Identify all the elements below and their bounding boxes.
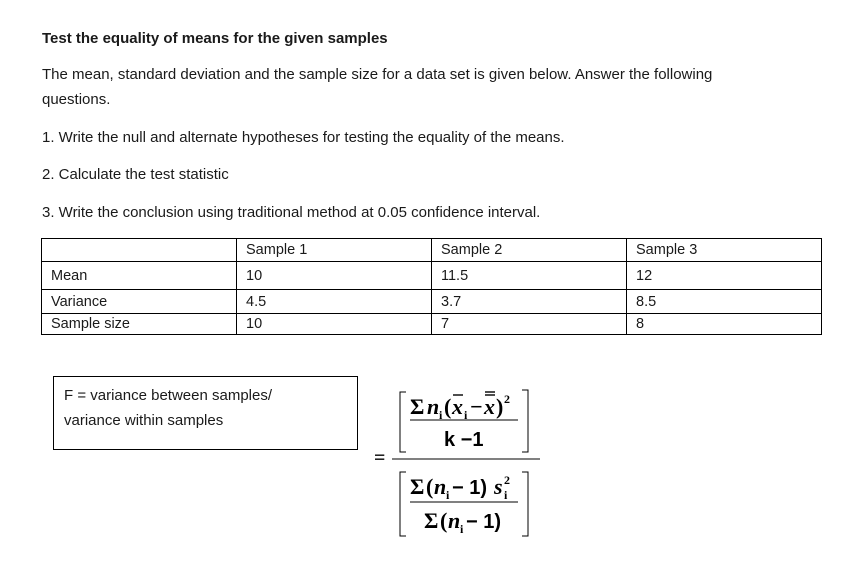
sigma-symbol: Σ [424,508,439,533]
intro-text-line-2: questions. [42,91,111,108]
f-statistic-formula [370,382,550,542]
sample-statistics-table [41,238,822,335]
subscript-i: i [446,488,450,502]
symbol-s: s [494,474,503,499]
table-cell: 8.5 [627,290,822,314]
question-1: 1. Write the null and alternate hypotheses for testing the equality of the means. [42,129,565,146]
table-cell: 8 [627,314,822,335]
subscript-i: i [460,522,464,536]
minus-sign: − [470,394,483,419]
symbol-grand-mean: x [484,394,495,419]
subscript-i: i [464,408,468,422]
table-header-row [42,239,822,262]
open-paren: ( [426,474,434,499]
right-bracket-icon [522,390,528,452]
left-bracket-icon [400,392,406,452]
symbol-xbar-i: x [452,394,463,419]
table-row [42,262,822,290]
table-row [42,290,822,314]
f-definition-line-2: variance within samples [64,412,224,429]
intro-text-line-1: The mean, standard deviation and the sample size for a data set is given below. Answer the following [42,66,713,83]
symbol-n: n [448,508,461,533]
subscript-i: i [504,488,508,502]
exponent-2: 2 [504,473,510,487]
subscript-i: i [439,408,443,422]
open-paren: ( [444,394,452,419]
table-header-cell [42,239,237,262]
equals-sign: = [374,447,386,469]
exponent-2: 2 [504,392,510,406]
sigma-symbol: Σ [410,394,425,419]
question-2: 2. Calculate the test statistic [42,166,229,183]
table-cell: 10 [237,314,432,335]
page-title: Test the equality of means for the given samples [42,30,388,47]
table-cell: 7 [432,314,627,335]
f-definition-box [53,376,358,450]
table-header-cell: Sample 2 [432,239,627,262]
question-3: 3. Write the conclusion using traditional method at 0.05 confidence interval. [42,204,541,221]
table-cell: 4.5 [237,290,432,314]
table-row [42,314,822,335]
close-paren: ) [496,394,504,419]
k-minus-1: k −1 [444,429,484,451]
left-bracket-icon [400,472,406,536]
table-cell: Variance [42,290,237,314]
table-cell: 3.7 [432,290,627,314]
sigma-symbol: Σ [410,474,425,499]
symbol-n: n [434,474,447,499]
table-header-cell: Sample 3 [627,239,822,262]
table-header-cell: Sample 1 [237,239,432,262]
table-cell: Mean [42,262,237,290]
open-paren: ( [440,508,448,533]
minus-one-close: − 1) [452,477,488,499]
right-bracket-icon [522,472,528,536]
symbol-n: n [427,394,440,419]
minus-one-close: − 1) [466,511,502,533]
table-cell: 10 [237,262,432,290]
f-definition-line-1: F = variance between samples/ [64,387,273,404]
table-cell: 11.5 [432,262,627,290]
table-cell: 12 [627,262,822,290]
table-cell: Sample size [42,314,237,335]
